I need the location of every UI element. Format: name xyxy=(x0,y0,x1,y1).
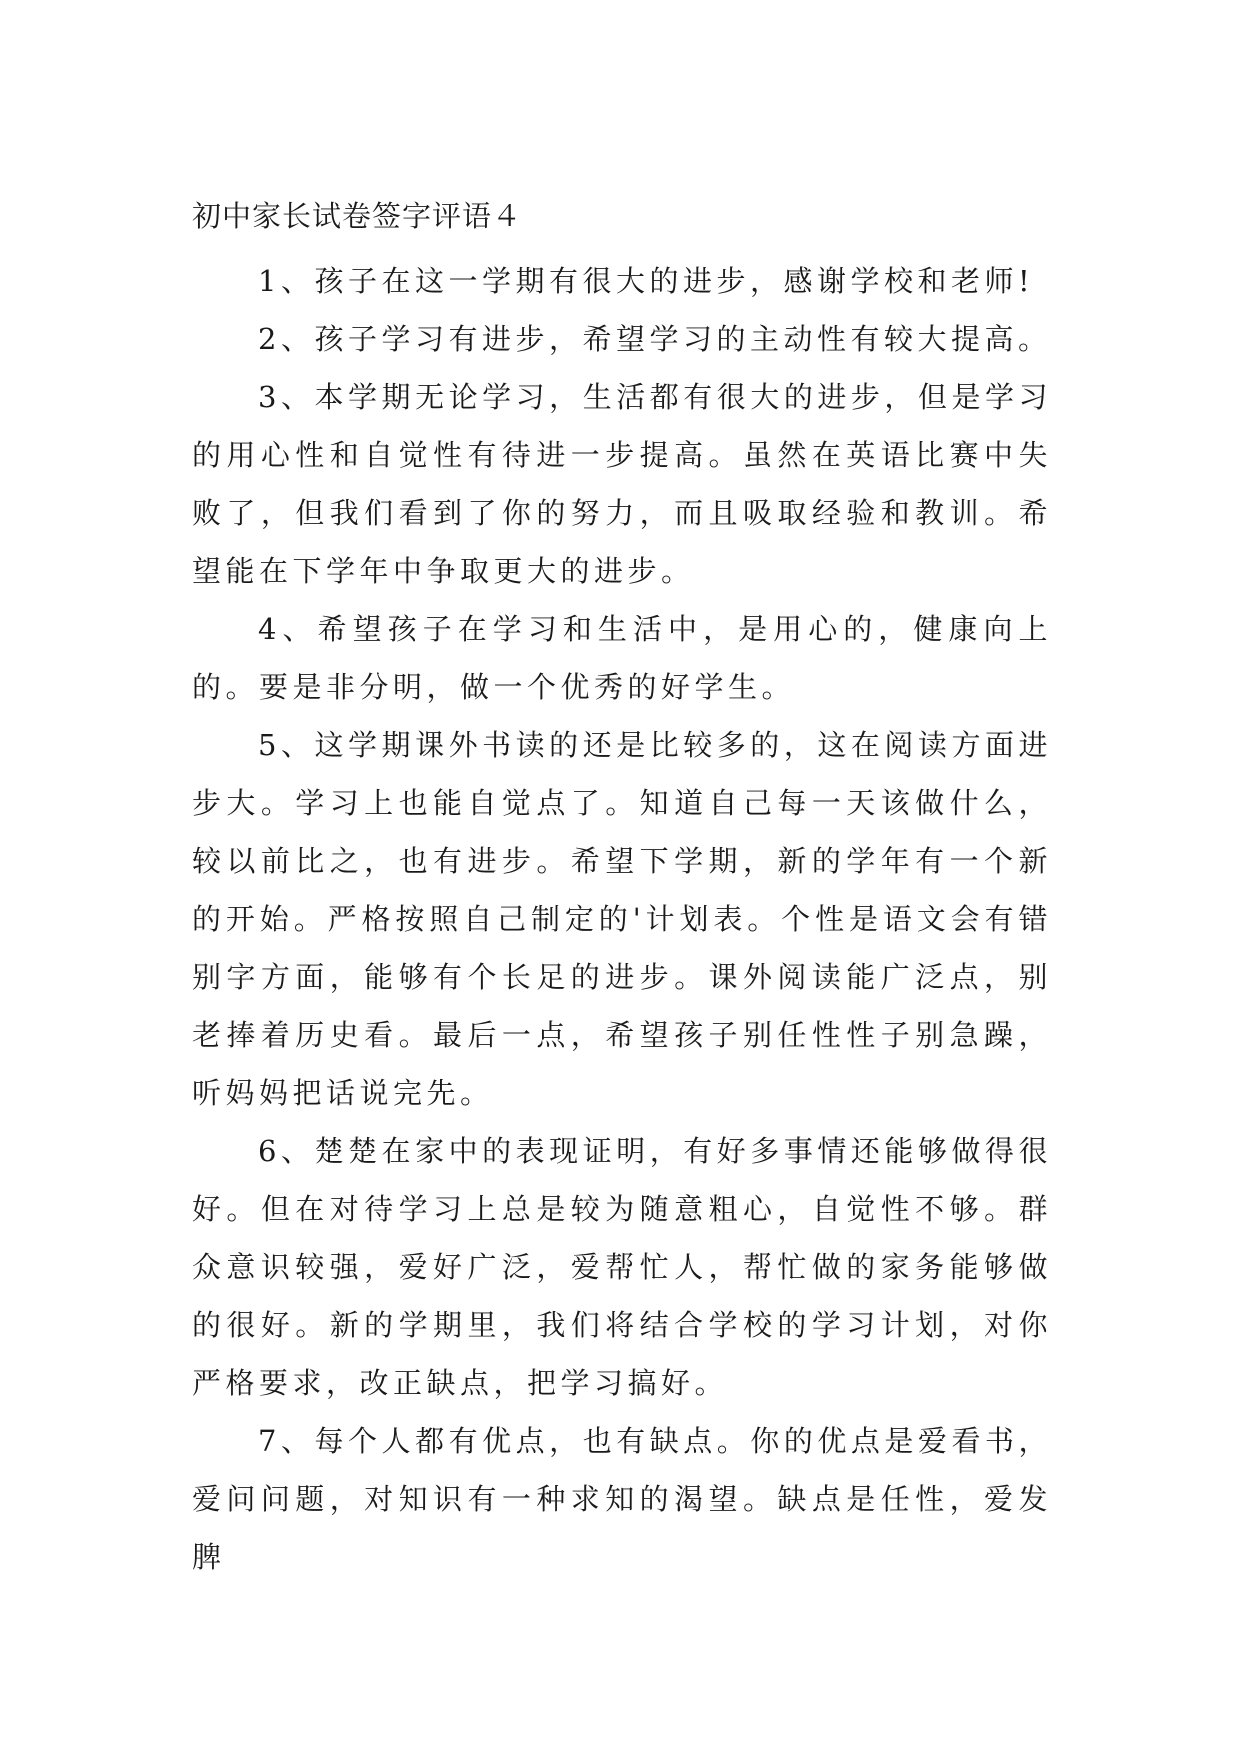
comment-item-1: 1、孩子在这一学期有很大的进步，感谢学校和老师! xyxy=(258,264,1035,298)
document-title: 初中家长试卷签字评语４ xyxy=(192,199,523,233)
comment-item-7: 7、每个人都有优点，也有缺点。你的优点是爱看书，爱问问题，对知识有一种求知的渴望。缺点是任性，爱发脾 xyxy=(192,1424,1052,1574)
comment-item-2: 2、孩子学习有进步，希望学习的主动性有较大提高。 xyxy=(258,322,1052,356)
comment-item-4: 4、希望孩子在学习和生活中，是用心的，健康向上的。要是非分明，做一个优秀的好学生。 xyxy=(192,612,1052,704)
comment-item-6: 6、楚楚在家中的表现证明，有好多事情还能够做得很好。但在对待学习上总是较为随意粗心，自觉性不够。群众意识较强，爱好广泛，爱帮忙人，帮忙做的家务能够做的很好。新的学期里，我们将结合学校的学习计划，对你严格要求，改正缺点，把学习搞好。 xyxy=(192,1134,1052,1400)
comment-item-3: 3、本学期无论学习，生活都有很大的进步，但是学习的用心性和自觉性有待进一步提高。虽然在英语比赛中失败了，但我们看到了你的努力，而且吸取经验和教训。希望能在下学年中争取更大的进步。 xyxy=(192,380,1052,588)
comment-item-5: 5、这学期课外书读的还是比较多的，这在阅读方面进步大。学习上也能自觉点了。知道自己每一天该做什么，较以前比之，也有进步。希望下学期，新的学年有一个新的开始。严格按照自己制定的'计划表。个性是语文会有错别字方面，能够有个长足的进步。课外阅读能广泛点，别老捧着历史看。最后一点，希望孩子别任性性子别急躁，听妈妈把话说完先。 xyxy=(192,728,1052,1110)
document-body xyxy=(192,252,1052,1586)
